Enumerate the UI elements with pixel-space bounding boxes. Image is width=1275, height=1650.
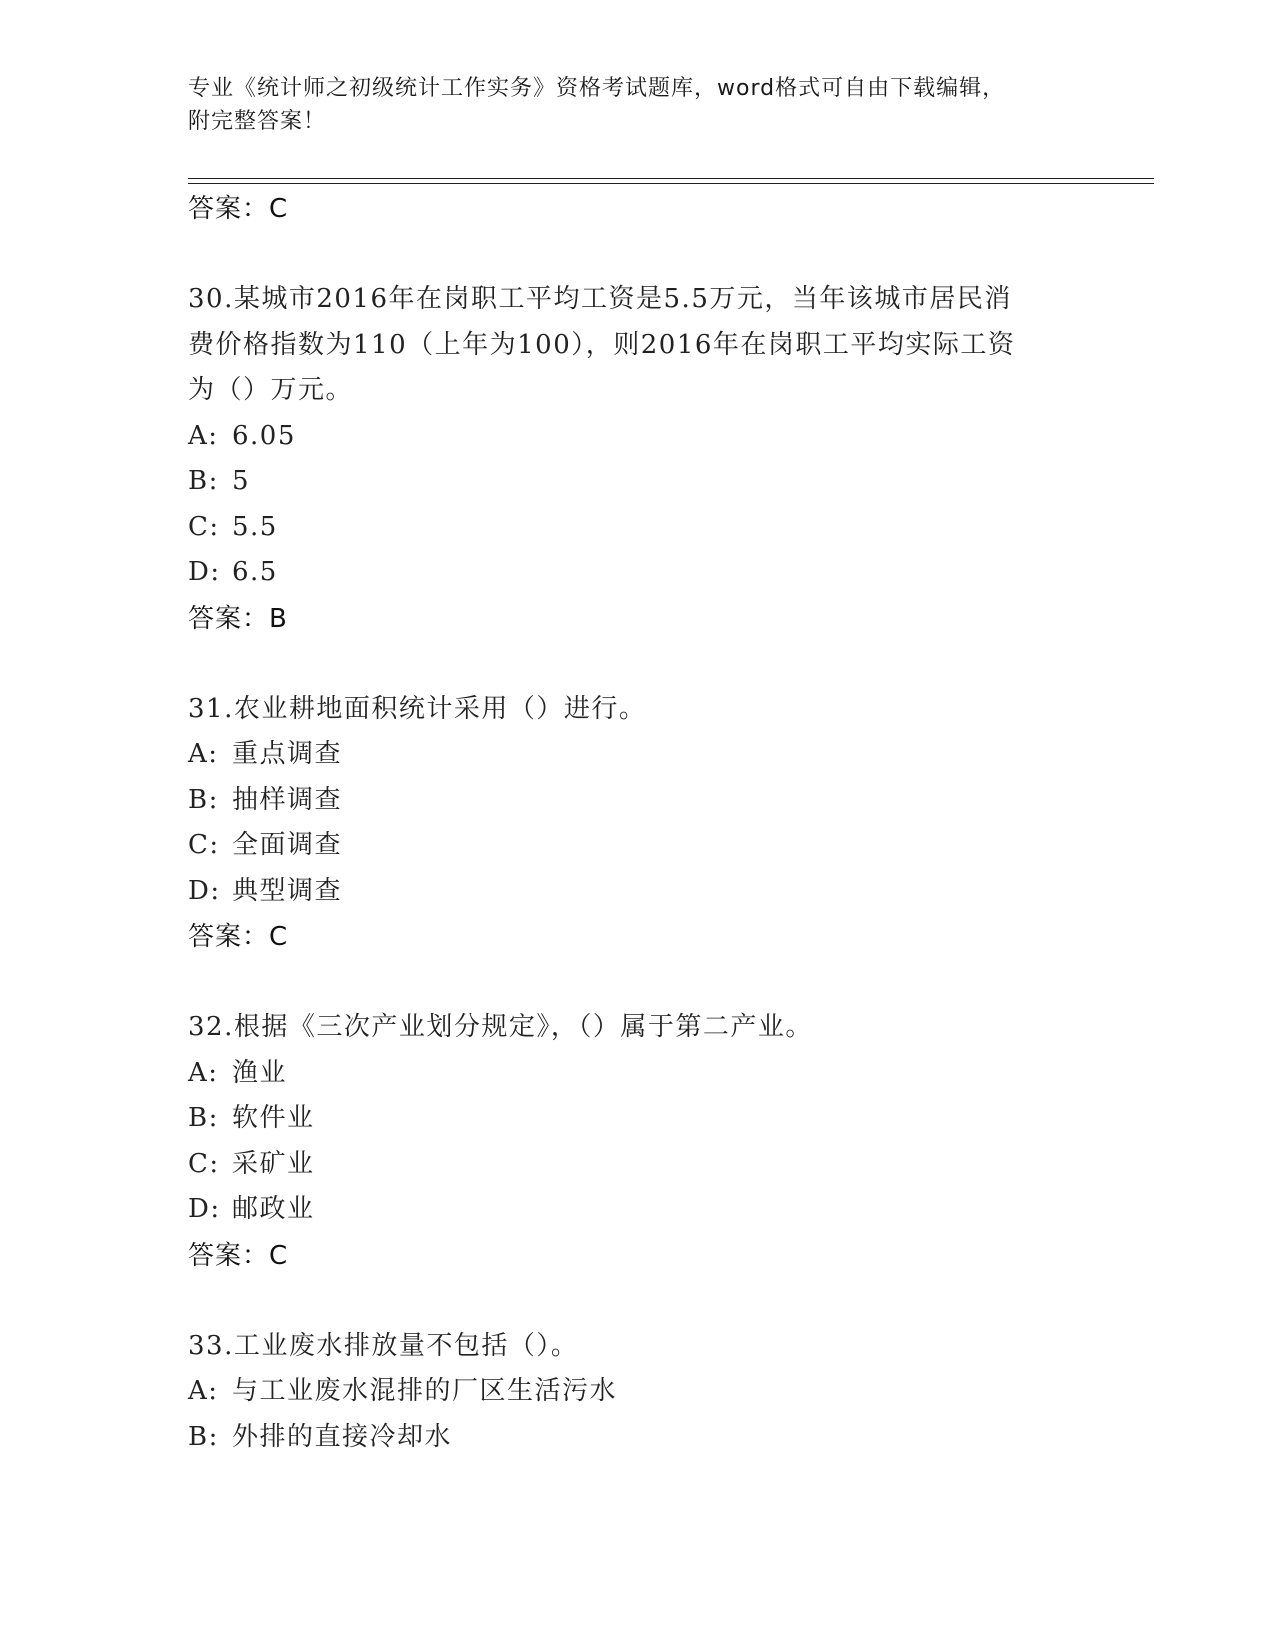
option-b: B: 抽样调查 (188, 784, 343, 815)
answer-line: 答案：C (188, 194, 289, 224)
question-list (188, 186, 1118, 1460)
option-c: C: 采矿业 (188, 1148, 315, 1179)
question-stem (188, 1324, 1118, 1370)
question-stem (188, 687, 1118, 733)
option-b: B: 外排的直接冷却水 (188, 1421, 453, 1452)
answer-line: 答案：C (188, 1240, 289, 1271)
document-header (188, 72, 1088, 138)
stem-line: 为（）万元。 (188, 375, 354, 405)
stem-line: 31.农业耕地面积统计采用（）进行。 (188, 693, 647, 724)
stem-line: 30.某城市2016年在岗职工平均工资是5.5万元，当年该城市居民消 (188, 284, 1012, 314)
header-line-1: 专业《统计师之初级统计工作实务》资格考试题库，word格式可自由下载编辑， (188, 76, 1006, 101)
option-d: D: 典型调查 (188, 875, 343, 906)
stem-line: 32.根据《三次产业划分规定》，（）属于第二产业。 (188, 1012, 813, 1042)
header-rule-top (188, 178, 1154, 179)
option-b: B: 5 (188, 466, 251, 496)
header-rule-bottom (188, 183, 1154, 184)
option-a: A: 与工业废水混排的厂区生活污水 (188, 1376, 618, 1406)
option-b: B: 软件业 (188, 1103, 315, 1133)
option-c: C: 5.5 (188, 511, 278, 542)
answer-line: 答案：B (188, 603, 288, 634)
stem-line: 33.工业废水排放量不包括（）。 (188, 1330, 579, 1361)
question-stem (188, 1005, 1118, 1051)
header-line-2: 附完整答案！ (188, 109, 327, 134)
option-d: D: 6.5 (188, 557, 278, 587)
answer-line: 答案：C (188, 922, 289, 952)
option-a: A: 6.05 (188, 420, 296, 451)
question-stem (188, 277, 1118, 414)
option-a: A: 渔业 (188, 1057, 288, 1088)
option-c: C: 全面调查 (188, 830, 343, 860)
option-d: D: 邮政业 (188, 1194, 315, 1224)
option-a: A: 重点调查 (188, 739, 343, 769)
stem-line: 费价格指数为110（上年为100），则2016年在岗职工平均实际工资 (188, 329, 1016, 360)
